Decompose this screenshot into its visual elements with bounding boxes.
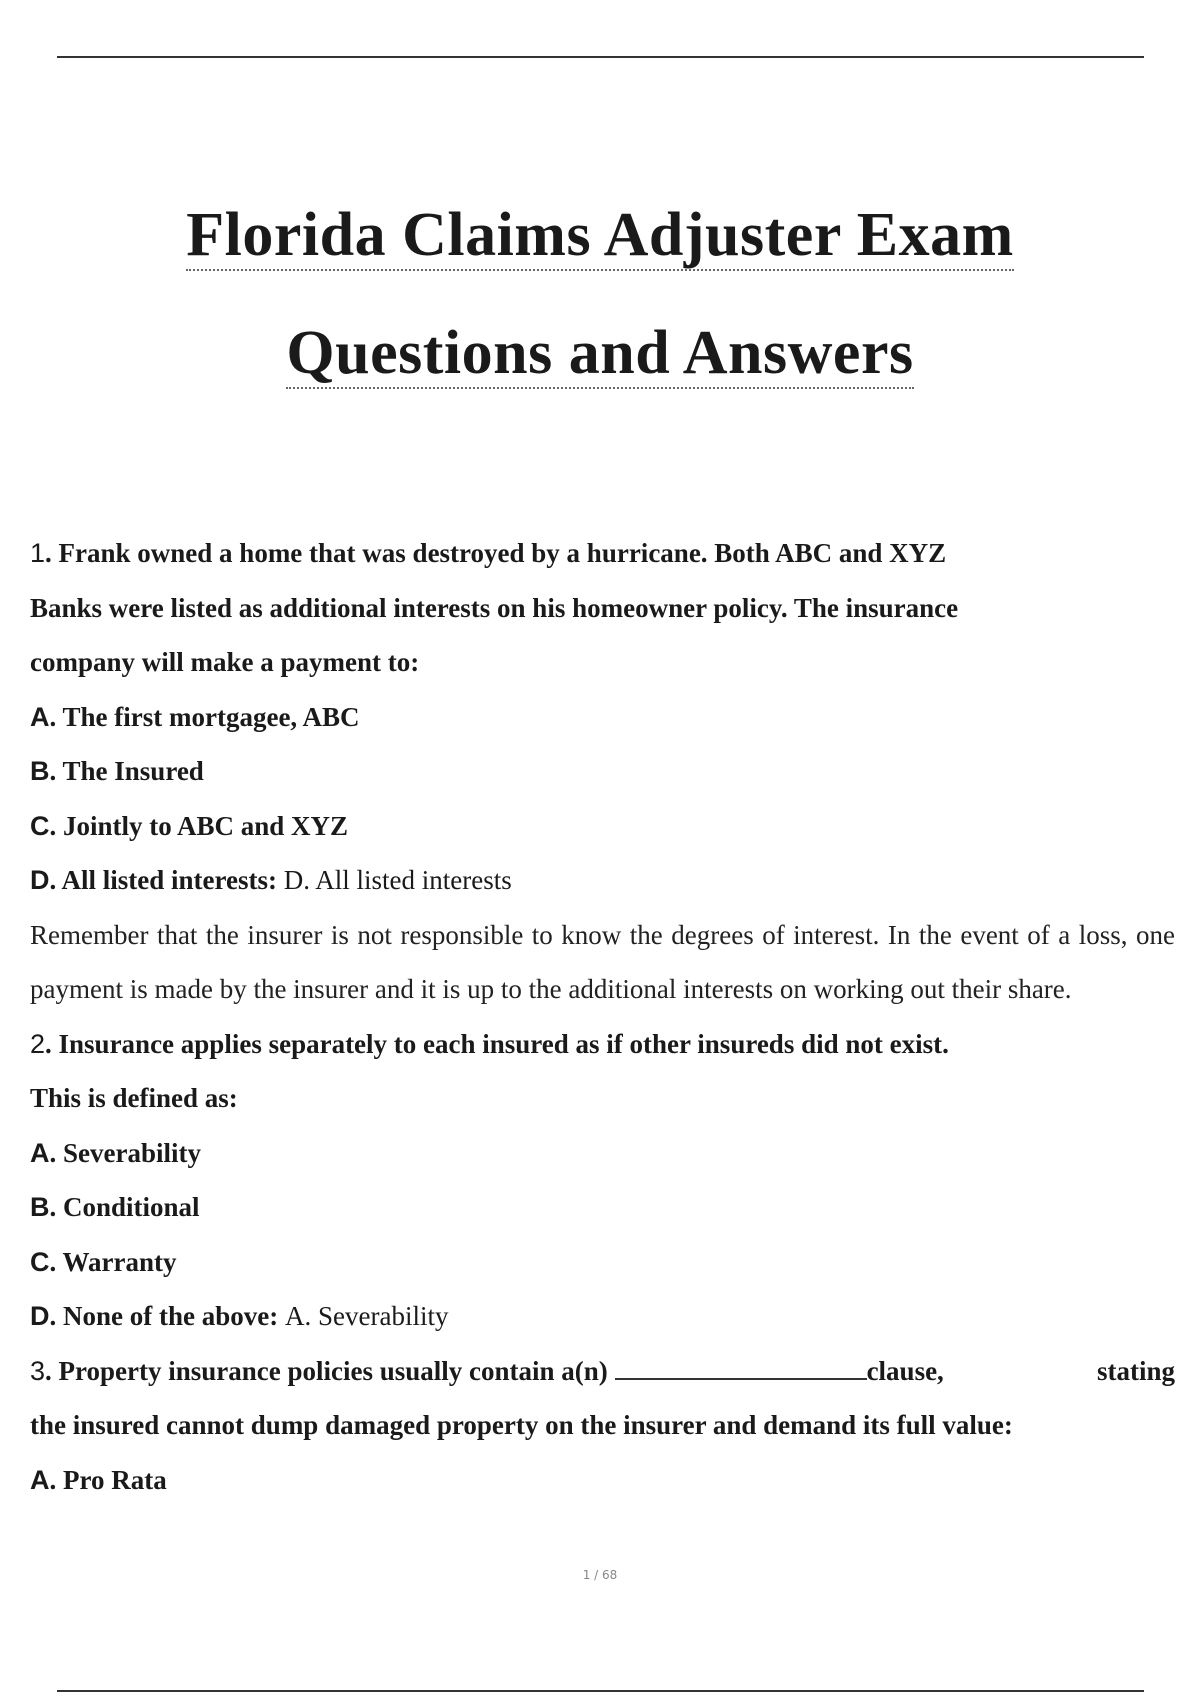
question-3-line-2: the insured cannot dump damaged property on the insurer and demand its full value: — [30, 1410, 1013, 1440]
question-1-option-d: D. All listed interests: D. All listed interests — [30, 865, 512, 895]
document-title-line-2: Questions and Answers — [286, 319, 914, 387]
question-1-explanation: Remember that the insurer is not responsible to know the degrees of interest. In the event of a loss, one payment is made by the insurer and it is up to the additional interests on working out their share. — [30, 919, 1175, 1004]
question-2-option-a: A. Severability — [30, 1137, 201, 1168]
question-2-line-1: 2. Insurance applies separately to each insured as if other insureds did not exist. — [30, 1028, 949, 1059]
question-2-option-d: D. None of the above: A. Severability — [30, 1301, 449, 1331]
question-1-option-c: C. Jointly to ABC and XYZ — [30, 810, 349, 841]
question-3-line-1: 3. Property insurance policies usually contain a(n) clause, stating — [30, 1355, 1175, 1386]
question-1-option-a: A. The first mortgagee, ABC — [30, 701, 360, 732]
question-list — [30, 526, 1175, 1507]
question-2-line-2: This is defined as: — [30, 1083, 238, 1113]
question-1-answer: D. All listed interests — [283, 865, 512, 895]
fill-in-blank — [615, 1358, 867, 1380]
question-1-option-b: B. The Insured — [30, 756, 204, 786]
document-title-line-1: Florida Claims Adjuster Exam — [186, 201, 1014, 269]
top-rule — [57, 56, 1144, 58]
question-2-option-b: B. Conditional — [30, 1192, 200, 1222]
bottom-rule — [57, 1690, 1144, 1692]
question-2-option-c: C. Warranty — [30, 1246, 177, 1277]
question-2-answer: A. Severability — [284, 1301, 449, 1331]
question-1-line-3: company will make a payment to: — [30, 647, 420, 677]
question-1-line-1: 1. Frank owned a home that was destroyed by a hurricane. Both ABC and XYZ — [30, 538, 947, 568]
question-3-option-a: A. Pro Rata — [30, 1464, 167, 1495]
page-number: 1 / 68 — [582, 1568, 618, 1582]
question-1-line-2: Banks were listed as additional interests on his homeowner policy. The insurance — [30, 592, 959, 623]
